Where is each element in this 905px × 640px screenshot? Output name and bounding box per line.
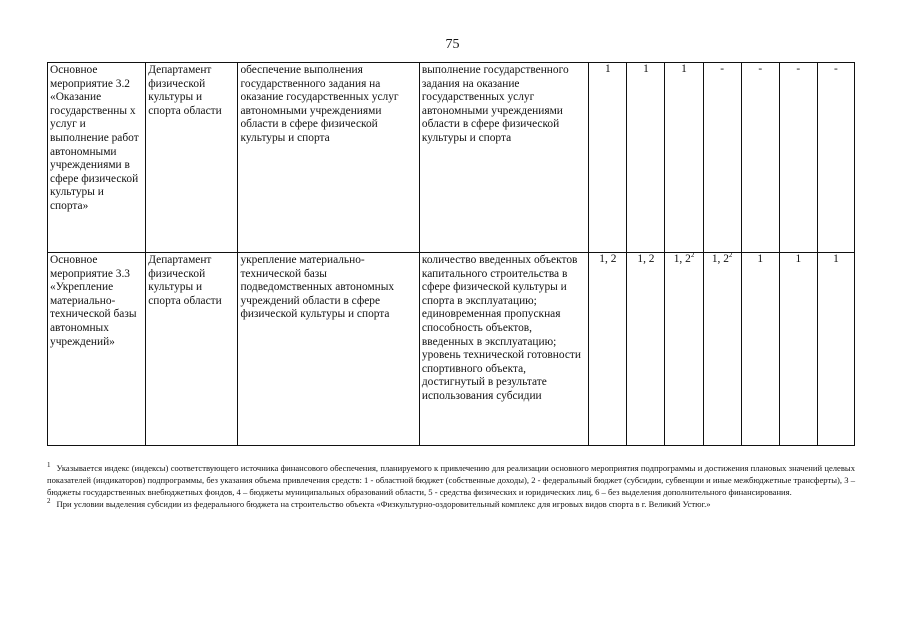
year-cell: 1, $2^2$: [665, 253, 703, 446]
year-cell: 1, 2: [627, 253, 665, 446]
year-cell: 1: [665, 63, 703, 253]
executor-cell: Департамент физической культуры и спорта области: [146, 253, 238, 446]
footnote-mark: 2: [47, 497, 51, 505]
page-number: 75: [445, 37, 460, 52]
year-cell: -: [703, 63, 741, 253]
footnote-text: При условии выделения субсидии из федерального бюджета на строительство объекта «Физкультурно-оздоровительный комплекс для игровых видов спорта в г. Великий Устюг.»: [56, 499, 711, 509]
goal-cell: укрепление материально-технической базы подведомственных автономных учреждений области в сфере физической культуры и спорта: [238, 253, 419, 446]
year-cell: 1, 2: [589, 253, 627, 446]
year-cell: 1: [589, 63, 627, 253]
footnote: [47, 498, 855, 510]
year-cell: -: [817, 63, 854, 253]
indicator-cell: количество введенных объектов капитального строительства в сфере физической культуры и спорта в эксплуатацию; единовременная пропускная способность объектов, введенных в эксплуатацию; уровень технической готовности спортивного объекта, достигнутый в результате использования субсидии: [419, 253, 588, 446]
table-row: [48, 253, 855, 446]
year-cell: 1: [627, 63, 665, 253]
indicator-cell: выполнение государственного задания на оказание государственных услуг автономными учреждениями области в сфере физической культуры и спорта: [419, 63, 588, 253]
footnote: [47, 462, 855, 498]
activity-cell: Основное мероприятие 3.2 «Оказание государственны х услуг и выполнение работ автономными учреждениями в сфере физической культуры и спорта»: [48, 63, 146, 253]
table-row: [48, 63, 855, 253]
year-cell: 1: [817, 253, 854, 446]
year-cell: 1: [779, 253, 817, 446]
goal-cell: обеспечение выполнения государственного задания на оказание государственных услуг автономными учреждениями области в сфере физической культуры и спорта: [238, 63, 419, 253]
executor-cell: Департамент физической культуры и спорта области: [146, 63, 238, 253]
year-cell: 1: [741, 253, 779, 446]
year-cell: -: [741, 63, 779, 253]
activities-table: [47, 62, 855, 446]
year-cell: -: [779, 63, 817, 253]
activity-cell: Основное мероприятие 3.3 «Укрепление материально-технической базы автономных учреждений»: [48, 253, 146, 446]
footnote-text: Указывается индекс (индексы) соответствующего источника финансового обеспечения, планируемого к привлечению для реализации основного мероприятия подпрограммы и достижения плановых значений целевых показателей (индикаторов) подпрограммы, без указания объема привлечения средств: 1 - областной бюджет (собственные доходы), 2 - федеральный бюджет (субсидии, субвенции и иные межбюджетные трансферты), 3 – бюджеты государственных внебюджетных фондов, 4 – бюджеты муниципальных образований области, 5 - средства физических и юридических лиц, 6 – без выделения дополнительного финансирования.: [47, 463, 855, 497]
footnotes: [47, 462, 855, 510]
year-cell: 1, $2^2$: [703, 253, 741, 446]
footnote-mark: 1: [47, 461, 51, 469]
